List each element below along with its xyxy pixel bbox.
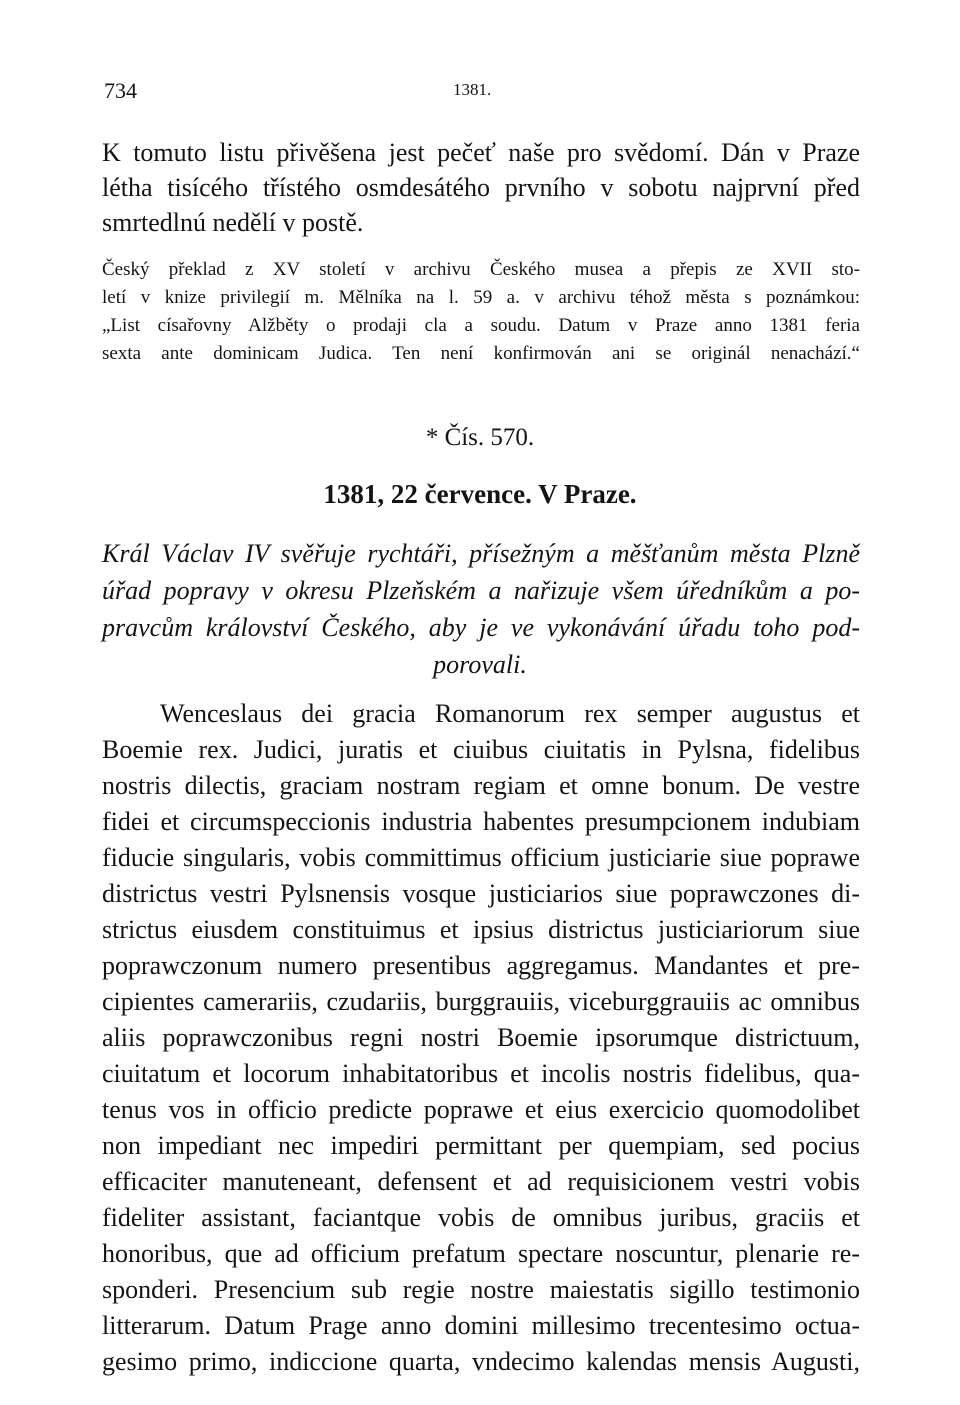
document-date-place: 1381, 22 července. V Praze.: [323, 479, 637, 509]
body-line: fidei et circumspeccionis industria habentes presumpcionem indubiam: [102, 807, 860, 836]
body-line: ciuitatum et locorum inhabitatoribus et incolis nostris fidelibus, qua-: [102, 1059, 860, 1088]
body-line: strictus eiusdem constituimus et ipsius districtus justiciariorum siue: [102, 915, 860, 944]
body-line: fideliter assistant, faciantque vobis de omnibus juribus, graciis et: [102, 1203, 860, 1232]
body-line: honoribus, que ad officium prefatum spectare noscuntur, plenarie re-: [102, 1239, 860, 1268]
body-line: gesimo primo, indiccione quarta, vndecimo kalendas mensis Augusti,: [102, 1347, 860, 1376]
body-line: Boemie rex. Judici, juratis et ciuibus ciuitatis in Pylsna, fidelibus: [102, 735, 860, 764]
body-line: poprawczonum numero presentibus aggregamus. Mandantes et pre-: [102, 951, 860, 980]
body-line: cipientes camerariis, czudariis, burggrauiis, viceburggrauiis ac omnibus: [102, 987, 860, 1016]
text-line: létha tisícého třístého osmdesátého prvního v sobotu najprvní před: [102, 173, 860, 202]
body-line: efficaciter manuteneant, defensent et ad requisicionem vestri vobis: [102, 1167, 860, 1196]
body-line: nostris dilectis, graciam nostram regiam et omne bonum. De vestre: [102, 771, 860, 800]
text-line: smrtedlnú nedělí v postě.: [102, 208, 364, 237]
summary-line: úřad popravy v okresu Plzeňském a nařizuje všem úředníkům a po-: [102, 576, 860, 605]
body-line: aliis poprawczonibus regni nostri Boemie ipsorumque districtuum,: [102, 1023, 860, 1052]
body-line: fiducie singularis, vobis committimus officium justiciarie siue poprawe: [102, 843, 860, 872]
body-line: litterarum. Datum Prage anno domini millesimo trecentesimo octua-: [102, 1311, 860, 1340]
body-line: non impediant nec impediri permittant per quempiam, sed pocius: [102, 1131, 860, 1160]
body-line: sponderi. Presencium sub regie nostre maiestatis sigillo testimonio: [102, 1275, 860, 1304]
page-number: 734: [104, 78, 137, 103]
note-line: Český překlad z XV století v archivu Českého musea a přepis ze XVII sto-: [102, 259, 860, 280]
body-line: Wenceslaus dei gracia Romanorum rex semper augustus et: [160, 699, 860, 728]
note-line: letí v knize privilegií m. Mělníka na l. 59 a. v archivu téhož města s poznámkou:: [102, 287, 860, 308]
summary-line: pravcům království Českého, aby je ve vykonávání úřadu toho pod-: [102, 613, 860, 642]
text-line: K tomuto listu přivěšena jest pečeť naše pro svědomí. Dán v Praze: [102, 138, 860, 167]
running-header-year: 1381.: [453, 80, 492, 99]
note-line: sexta ante dominicam Judica. Ten není konfirmován ani se originál nenachází.“: [102, 343, 860, 364]
body-line: tenus vos in officio predicte poprawe et eius exercicio quomodolibet: [102, 1095, 860, 1124]
document-number: * Čís. 570.: [425, 424, 535, 451]
note-line: „List císařovny Alžběty o prodaji cla a soudu. Datum v Praze anno 1381 feria: [102, 315, 860, 336]
summary-line: Král Václav IV svěřuje rychtáři, přísežným a měšťanům města Plzně: [102, 539, 860, 568]
body-line: districtus vestri Pylsnensis vosque justiciarios siue poprawczones di-: [102, 879, 860, 908]
summary-line: porovali.: [433, 650, 527, 679]
